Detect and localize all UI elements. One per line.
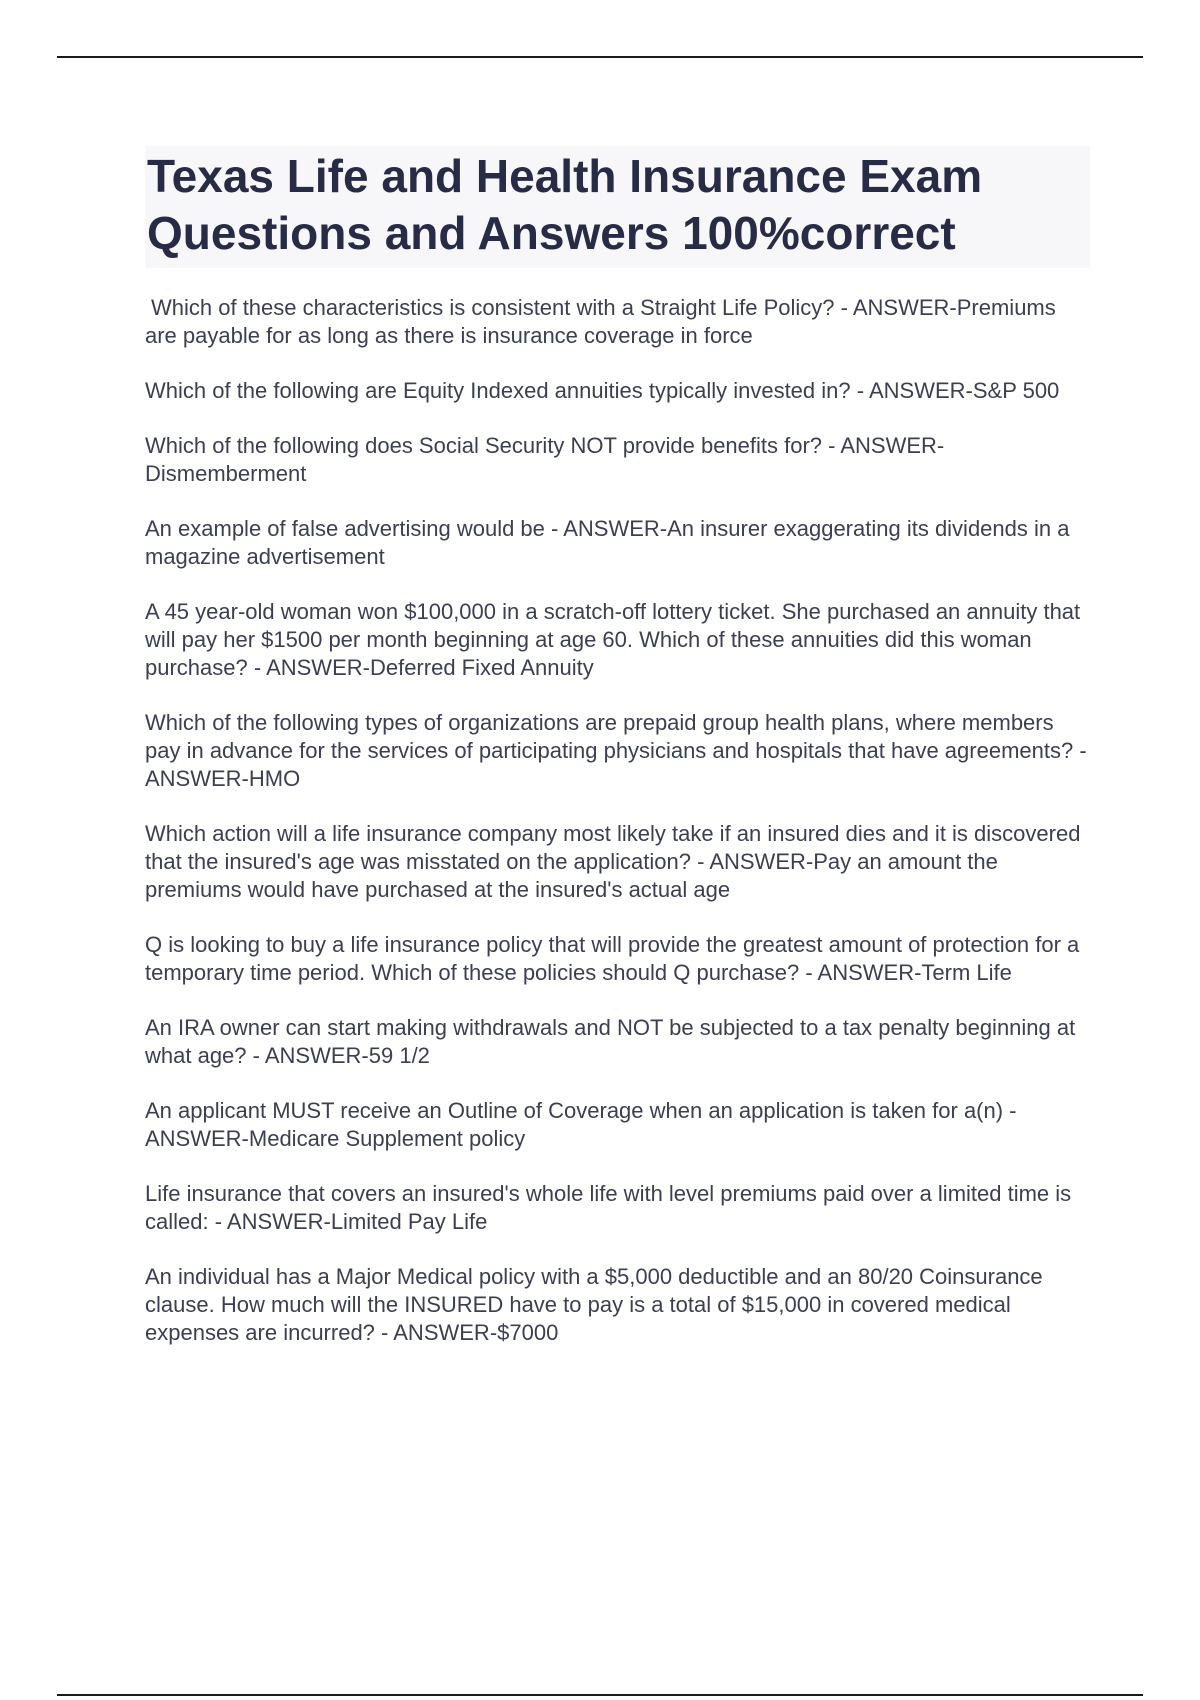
qa-item: Q is looking to buy a life insurance policy that will provide the greatest amount of protection for a temporary time period. Which of these policies should Q purchase? - ANSWER-Term Life bbox=[145, 932, 1086, 985]
document-body bbox=[145, 146, 1090, 1374]
qa-item: Which of the following types of organizations are prepaid group health plans, where members pay in advance for the services of participating physicians and hospitals that have agreements? - ANSWER-HMO bbox=[145, 710, 1092, 791]
document-title bbox=[147, 148, 1086, 262]
qa-list bbox=[145, 294, 1090, 1347]
qa-item: Which of the following are Equity Indexed annuities typically invested in? - ANSWER-S&P 500 bbox=[145, 378, 1060, 403]
qa-item: Life insurance that covers an insured's whole life with level premiums paid over a limited time is called: - ANSWER-Limited Pay Life bbox=[145, 1181, 1078, 1234]
qa-item: An IRA owner can start making withdrawals and NOT be subjected to a tax penalty beginning at what age? - ANSWER-59 1/2 bbox=[145, 1015, 1082, 1068]
top-rule bbox=[57, 56, 1143, 58]
qa-item: An applicant MUST receive an Outline of Coverage when an application is taken for a(n) - ANSWER-Medicare Supplement policy bbox=[145, 1098, 1022, 1151]
qa-item: A 45 year-old woman won $100,000 in a scratch-off lottery ticket. She purchased an annuity that will pay her $1500 per month beginning at age 60. Which of these annuities did this woman purchase? - ANSWER-Deferred Fixed Annuity bbox=[145, 599, 1087, 680]
title-line-1: Texas Life and Health Insurance Exam bbox=[147, 150, 983, 202]
qa-item: An example of false advertising would be - ANSWER-An insurer exaggerating its dividends in a magazine advertisement bbox=[145, 516, 1076, 569]
qa-item: Which of these characteristics is consistent with a Straight Life Policy? - ANSWER-Premiums are payable for as long as there is insurance coverage in force bbox=[145, 295, 1062, 348]
qa-item: Which action will a life insurance company most likely take if an insured dies and it is discovered that the insured's age was misstated on the application? - ANSWER-Pay an amount the premiums would have purchased at the insured's actual age bbox=[145, 821, 1087, 902]
bottom-rule bbox=[57, 1694, 1143, 1696]
qa-item: An individual has a Major Medical policy with a $5,000 deductible and an 80/20 Coinsurance clause. How much will the INSURED have to pay is a total of $15,000 in covered medical expenses are incurred? - ANSWER-$7000 bbox=[145, 1264, 1049, 1345]
title-line-2: Questions and Answers 100%correct bbox=[147, 207, 956, 259]
qa-item: Which of the following does Social Security NOT provide benefits for? - ANSWER-Dismemberment bbox=[145, 433, 945, 486]
title-block bbox=[145, 146, 1090, 268]
